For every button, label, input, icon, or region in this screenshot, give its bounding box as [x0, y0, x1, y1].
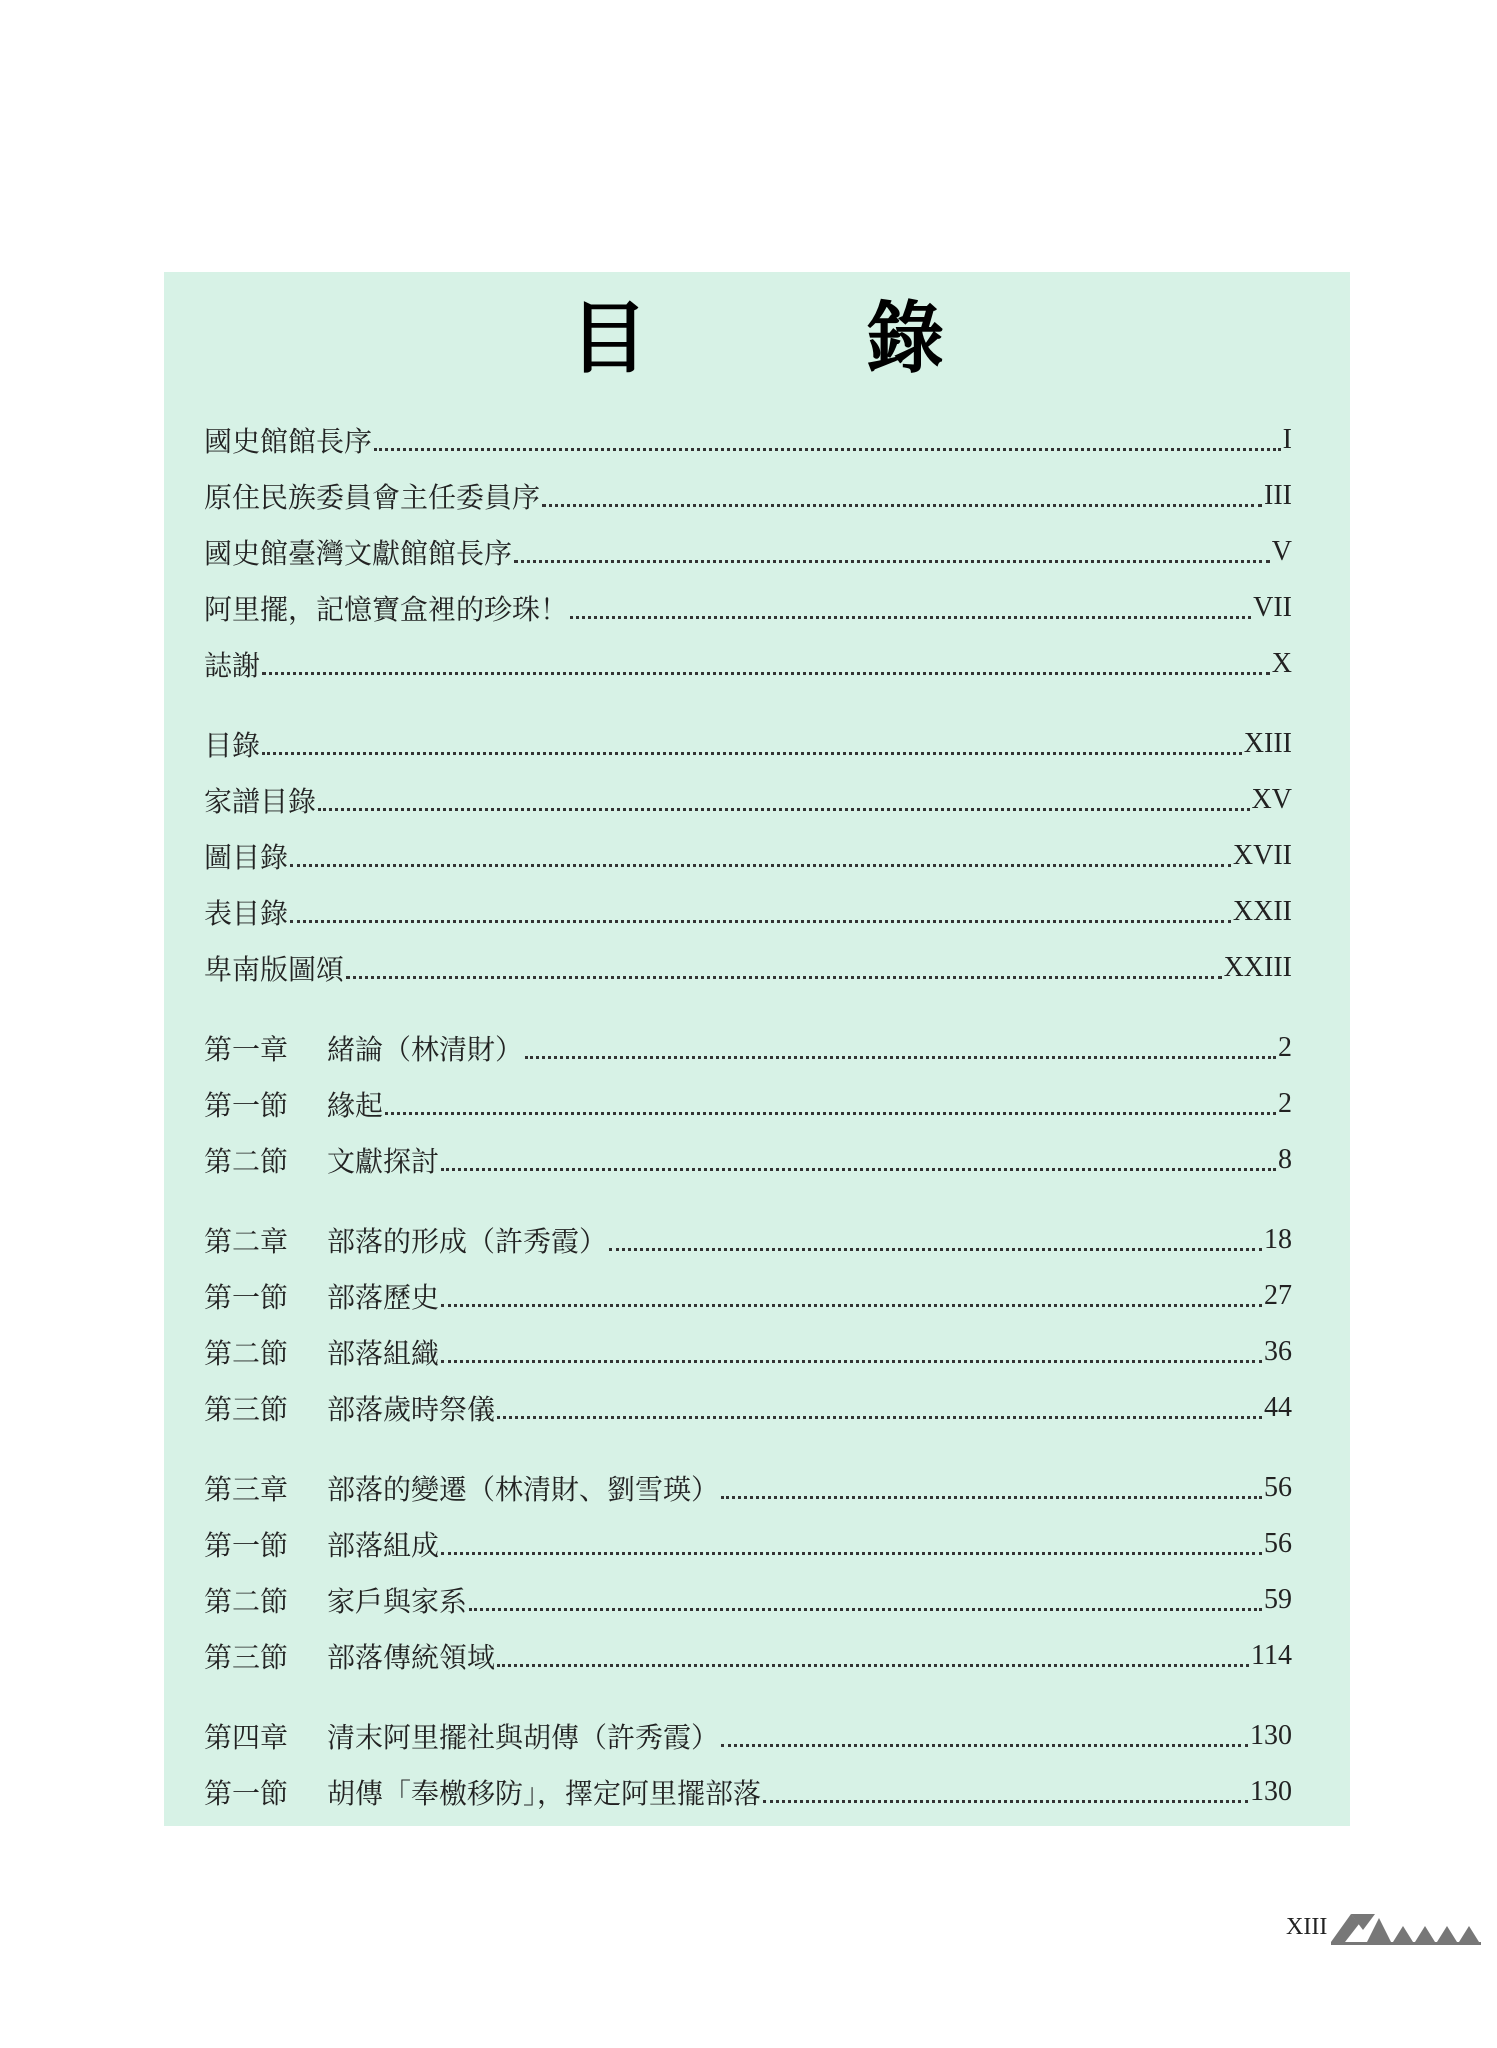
- toc-group: [204, 412, 1292, 692]
- toc-entry[interactable]: [204, 1572, 1292, 1628]
- toc-entry-number: 第二節: [204, 1337, 289, 1370]
- toc-entry[interactable]: [204, 1516, 1292, 1572]
- toc-entry-text: 部落組成: [327, 1529, 440, 1562]
- toc-panel: [164, 272, 1350, 1826]
- dot-leader: [441, 1168, 1276, 1171]
- toc-entry-page: 59: [1264, 1584, 1292, 1615]
- toc-entry-label: [204, 1468, 719, 1508]
- dot-leader: [469, 1608, 1262, 1611]
- toc-entry[interactable]: [204, 412, 1292, 468]
- toc-entry-number: 第二節: [204, 1145, 289, 1178]
- toc-entry[interactable]: [204, 1380, 1292, 1436]
- toc-entry-label: [204, 644, 260, 684]
- dot-leader: [290, 864, 1231, 867]
- toc-entry[interactable]: [204, 636, 1292, 692]
- toc-entry-text: 胡傳「奉檄移防」，擇定阿里擺部落: [327, 1777, 762, 1810]
- toc-entry-page: V: [1271, 536, 1292, 567]
- toc-entry[interactable]: [204, 828, 1292, 884]
- toc-entry-text: 緣起: [327, 1089, 384, 1122]
- toc-entry-number: 第一節: [204, 1529, 289, 1562]
- toc-entry-page: 2: [1278, 1088, 1292, 1119]
- toc-entry-text: 卑南版圖頌: [204, 953, 345, 986]
- toc-entry-page: XXIII: [1223, 952, 1292, 983]
- toc-entry-text: 清末阿里擺社與胡傳（許秀霞）: [327, 1721, 720, 1754]
- toc-entry-label: [204, 1716, 719, 1756]
- dot-leader: [318, 808, 1250, 811]
- toc-entry[interactable]: [204, 940, 1292, 996]
- toc-entry-label: [204, 1580, 467, 1620]
- footer-page-number: XIII: [1286, 1913, 1328, 1940]
- toc-entry-page: XIII: [1243, 728, 1292, 759]
- toc-entry-page: 27: [1264, 1280, 1292, 1311]
- toc-entry[interactable]: [204, 1764, 1292, 1820]
- toc-entry-label: [204, 1028, 523, 1068]
- toc-entry-text: 國史館臺灣文獻館館長序: [204, 537, 513, 570]
- toc-entry-label: [204, 1524, 439, 1564]
- toc-entry-label: [204, 836, 288, 876]
- dot-leader: [514, 560, 1270, 563]
- toc-entry-label: [204, 1276, 439, 1316]
- toc-entry[interactable]: [204, 1708, 1292, 1764]
- toc-group: [204, 1212, 1292, 1436]
- toc-entry[interactable]: [204, 1132, 1292, 1188]
- dot-leader: [721, 1496, 1262, 1499]
- toc-entry[interactable]: [204, 1076, 1292, 1132]
- toc-entry-page: 130: [1250, 1720, 1292, 1751]
- toc-group: [204, 1020, 1292, 1188]
- toc-entry-text: 文獻探討: [327, 1145, 440, 1178]
- toc-entry[interactable]: [204, 524, 1292, 580]
- dot-leader: [346, 976, 1222, 979]
- dot-leader: [441, 1360, 1262, 1363]
- toc-entry-label: [204, 1140, 439, 1180]
- toc-entry-label: [204, 420, 372, 460]
- toc-entry-label: [204, 1084, 383, 1124]
- dot-leader: [385, 1112, 1276, 1115]
- triangle-pattern-icon: [1331, 1908, 1481, 1946]
- toc-entry-label: [204, 532, 512, 572]
- toc-entry-label: [204, 1636, 495, 1676]
- page-footer: [1286, 1908, 1481, 1946]
- toc-entry-label: [204, 948, 344, 988]
- toc-entry[interactable]: [204, 1020, 1292, 1076]
- toc-group: [204, 1708, 1292, 1820]
- table-of-contents: [204, 412, 1292, 1844]
- toc-entry[interactable]: [204, 884, 1292, 940]
- toc-entry-page: 18: [1264, 1224, 1292, 1255]
- toc-entry-text: 緒論（林清財）: [327, 1033, 524, 1066]
- toc-entry-label: [204, 588, 568, 628]
- toc-entry-page: III: [1264, 480, 1292, 511]
- toc-entry-text: 部落歲時祭儀: [327, 1393, 496, 1426]
- toc-entry-page: 44: [1264, 1392, 1292, 1423]
- toc-entry[interactable]: [204, 468, 1292, 524]
- toc-entry-number: 第一節: [204, 1089, 289, 1122]
- toc-entry-page: 130: [1250, 1776, 1292, 1807]
- toc-entry-page: 56: [1264, 1472, 1292, 1503]
- toc-entry[interactable]: [204, 772, 1292, 828]
- toc-entry-page: XVII: [1232, 840, 1292, 871]
- toc-entry-number: 第一章: [204, 1033, 289, 1066]
- dot-leader: [441, 1304, 1262, 1307]
- toc-entry-page: I: [1282, 424, 1292, 455]
- toc-entry-label: [204, 892, 288, 932]
- dot-leader: [441, 1552, 1262, 1555]
- page-title: 目 錄: [569, 294, 1015, 384]
- toc-entry-label: [204, 780, 316, 820]
- toc-entry-page: XXII: [1232, 896, 1292, 927]
- toc-entry-label: [204, 1332, 439, 1372]
- toc-entry[interactable]: [204, 1460, 1292, 1516]
- toc-entry-text: 誌謝: [204, 649, 261, 682]
- toc-entry-text: 目錄: [204, 729, 261, 762]
- toc-entry-text: 部落的形成（許秀霞）: [327, 1225, 608, 1258]
- dot-leader: [542, 504, 1262, 507]
- dot-leader: [262, 752, 1242, 755]
- toc-group: [204, 1460, 1292, 1684]
- toc-entry-number: 第三節: [204, 1393, 289, 1426]
- toc-entry-text: 部落歷史: [327, 1281, 440, 1314]
- toc-entry-page: 2: [1278, 1032, 1292, 1063]
- dot-leader: [290, 920, 1231, 923]
- toc-entry-page: XV: [1251, 784, 1292, 815]
- toc-entry-text: 部落組織: [327, 1337, 440, 1370]
- toc-entry-number: 第一節: [204, 1777, 289, 1810]
- toc-entry-page: X: [1271, 648, 1292, 679]
- dot-leader: [570, 616, 1251, 619]
- toc-entry-label: [204, 1388, 495, 1428]
- toc-entry-number: 第三章: [204, 1473, 289, 1506]
- toc-entry-text: 阿里擺，記憶寶盒裡的珍珠！: [204, 593, 569, 626]
- toc-entry-number: 第四章: [204, 1721, 289, 1754]
- dot-leader: [721, 1744, 1248, 1747]
- toc-entry-text: 圖目錄: [204, 841, 289, 874]
- toc-entry[interactable]: [204, 580, 1292, 636]
- dot-leader: [525, 1056, 1276, 1059]
- toc-entry-text: 家戶與家系: [327, 1585, 468, 1618]
- toc-entry-page: VII: [1253, 592, 1292, 623]
- toc-entry-number: 第一節: [204, 1281, 289, 1314]
- toc-entry-number: 第二節: [204, 1585, 289, 1618]
- toc-entry-text: 部落的變遷（林清財、劉雪瑛）: [327, 1473, 720, 1506]
- toc-entry-number: 第二章: [204, 1225, 289, 1258]
- toc-entry-text: 部落傳統領域: [327, 1641, 496, 1674]
- toc-entry-text: 國史館館長序: [204, 425, 373, 458]
- toc-entry-number: 第三節: [204, 1641, 289, 1674]
- dot-leader: [763, 1800, 1248, 1803]
- dot-leader: [497, 1664, 1249, 1667]
- toc-entry-text: 表目錄: [204, 897, 289, 930]
- toc-entry-label: [204, 724, 260, 764]
- toc-entry-text: 家譜目錄: [204, 785, 317, 818]
- toc-entry[interactable]: [204, 1324, 1292, 1380]
- toc-entry-page: 56: [1264, 1528, 1292, 1559]
- toc-entry-page: 8: [1278, 1144, 1292, 1175]
- toc-entry[interactable]: [204, 1268, 1292, 1324]
- toc-entry-page: 114: [1251, 1640, 1292, 1671]
- dot-leader: [262, 672, 1270, 675]
- dot-leader: [374, 448, 1281, 451]
- toc-entry[interactable]: [204, 1628, 1292, 1684]
- toc-entry-label: [204, 476, 540, 516]
- toc-entry-label: [204, 1772, 761, 1812]
- toc-group: [204, 716, 1292, 996]
- toc-entry-label: [204, 1220, 607, 1260]
- dot-leader: [609, 1248, 1262, 1251]
- dot-leader: [497, 1416, 1262, 1419]
- toc-entry-page: 36: [1264, 1336, 1292, 1367]
- toc-entry[interactable]: [204, 716, 1292, 772]
- toc-entry-text: 原住民族委員會主任委員序: [204, 481, 541, 514]
- toc-entry[interactable]: [204, 1212, 1292, 1268]
